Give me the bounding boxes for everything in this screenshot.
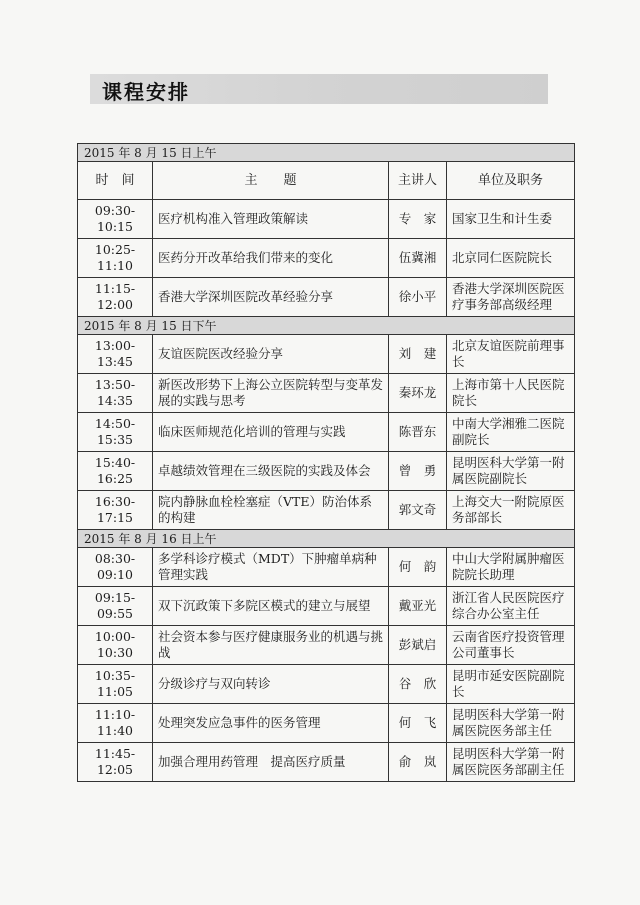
time-cell: 13:50-14:35 — [78, 374, 153, 413]
session-row — [78, 530, 575, 548]
speaker-cell: 何 韵 — [389, 548, 447, 587]
speaker-cell: 陈晋东 — [389, 413, 447, 452]
topic-cell: 医疗机构准入管理政策解读 — [153, 200, 389, 239]
time-cell: 11:15-12:00 — [78, 278, 153, 317]
table-row — [78, 587, 575, 626]
speaker-cell: 郭文奇 — [389, 491, 447, 530]
time-cell: 09:30-10:15 — [78, 200, 153, 239]
table-row — [78, 413, 575, 452]
time-cell: 11:10-11:40 — [78, 704, 153, 743]
schedule-table — [77, 143, 575, 782]
table-row — [78, 743, 575, 782]
session-date-label: 2015 年 8 月 15 日上午 — [78, 144, 575, 162]
time-cell: 14:50-15:35 — [78, 413, 153, 452]
header-topic: 主 题 — [153, 162, 389, 200]
speaker-cell: 戴亚光 — [389, 587, 447, 626]
topic-cell: 友谊医院医改经验分享 — [153, 335, 389, 374]
org-cell: 昆明医科大学第一附属医院医务部主任 — [447, 704, 575, 743]
topic-cell: 香港大学深圳医院改革经验分享 — [153, 278, 389, 317]
speaker-cell: 专 家 — [389, 200, 447, 239]
org-cell: 上海市第十人民医院院长 — [447, 374, 575, 413]
org-cell: 北京同仁医院院长 — [447, 239, 575, 278]
table-row — [78, 200, 575, 239]
table-row — [78, 665, 575, 704]
table-row — [78, 374, 575, 413]
speaker-cell: 伍冀湘 — [389, 239, 447, 278]
table-row — [78, 278, 575, 317]
table-header-row — [78, 162, 575, 200]
topic-cell: 加强合理用药管理 提高医疗质量 — [153, 743, 389, 782]
speaker-cell: 彭斌启 — [389, 626, 447, 665]
session-row — [78, 317, 575, 335]
section-header-bar — [90, 74, 548, 104]
org-cell: 北京友谊医院前理事长 — [447, 335, 575, 374]
table-row — [78, 626, 575, 665]
org-cell: 浙江省人民医院医疗综合办公室主任 — [447, 587, 575, 626]
org-cell: 昆明医科大学第一附属医院副院长 — [447, 452, 575, 491]
topic-cell: 临床医师规范化培训的管理与实践 — [153, 413, 389, 452]
org-cell: 香港大学深圳医院医疗事务部高级经理 — [447, 278, 575, 317]
table-row — [78, 335, 575, 374]
topic-cell: 医药分开改革给我们带来的变化 — [153, 239, 389, 278]
speaker-cell: 谷 欣 — [389, 665, 447, 704]
topic-cell: 分级诊疗与双向转诊 — [153, 665, 389, 704]
session-date-label: 2015 年 8 月 15 日下午 — [78, 317, 575, 335]
topic-cell: 双下沉政策下多院区模式的建立与展望 — [153, 587, 389, 626]
time-cell: 15:40-16:25 — [78, 452, 153, 491]
time-cell: 16:30-17:15 — [78, 491, 153, 530]
time-cell: 08:30-09:10 — [78, 548, 153, 587]
time-cell: 10:00-10:30 — [78, 626, 153, 665]
table-row — [78, 239, 575, 278]
topic-cell: 卓越绩效管理在三级医院的实践及体会 — [153, 452, 389, 491]
time-cell: 09:15-09:55 — [78, 587, 153, 626]
speaker-cell: 刘 建 — [389, 335, 447, 374]
topic-cell: 院内静脉血栓栓塞症（VTE）防治体系的构建 — [153, 491, 389, 530]
org-cell: 国家卫生和计生委 — [447, 200, 575, 239]
org-cell: 上海交大一附院原医务部部长 — [447, 491, 575, 530]
org-cell: 中南大学湘雅二医院副院长 — [447, 413, 575, 452]
org-cell: 昆明市延安医院副院长 — [447, 665, 575, 704]
org-cell: 云南省医疗投资管理公司董事长 — [447, 626, 575, 665]
time-cell: 10:35-11:05 — [78, 665, 153, 704]
table-row — [78, 704, 575, 743]
time-cell: 10:25-11:10 — [78, 239, 153, 278]
speaker-cell: 徐小平 — [389, 278, 447, 317]
org-cell: 昆明医科大学第一附属医院医务部副主任 — [447, 743, 575, 782]
table-row — [78, 491, 575, 530]
topic-cell: 新医改形势下上海公立医院转型与变革发展的实践与思考 — [153, 374, 389, 413]
session-date-label: 2015 年 8 月 16 日上午 — [78, 530, 575, 548]
session-row — [78, 144, 575, 162]
header-time: 时 间 — [78, 162, 153, 200]
speaker-cell: 俞 岚 — [389, 743, 447, 782]
header-org: 单位及职务 — [447, 162, 575, 200]
speaker-cell: 曾 勇 — [389, 452, 447, 491]
speaker-cell: 秦环龙 — [389, 374, 447, 413]
org-cell: 中山大学附属肿瘤医院院长助理 — [447, 548, 575, 587]
time-cell: 11:45-12:05 — [78, 743, 153, 782]
time-cell: 13:00-13:45 — [78, 335, 153, 374]
speaker-cell: 何 飞 — [389, 704, 447, 743]
schedule-body — [78, 144, 575, 782]
table-row — [78, 548, 575, 587]
topic-cell: 多学科诊疗模式（MDT）下肿瘤单病种管理实践 — [153, 548, 389, 587]
section-title: 课程安排 — [102, 80, 190, 104]
topic-cell: 处理突发应急事件的医务管理 — [153, 704, 389, 743]
table-row — [78, 452, 575, 491]
topic-cell: 社会资本参与医疗健康服务业的机遇与挑战 — [153, 626, 389, 665]
header-speaker: 主讲人 — [389, 162, 447, 200]
